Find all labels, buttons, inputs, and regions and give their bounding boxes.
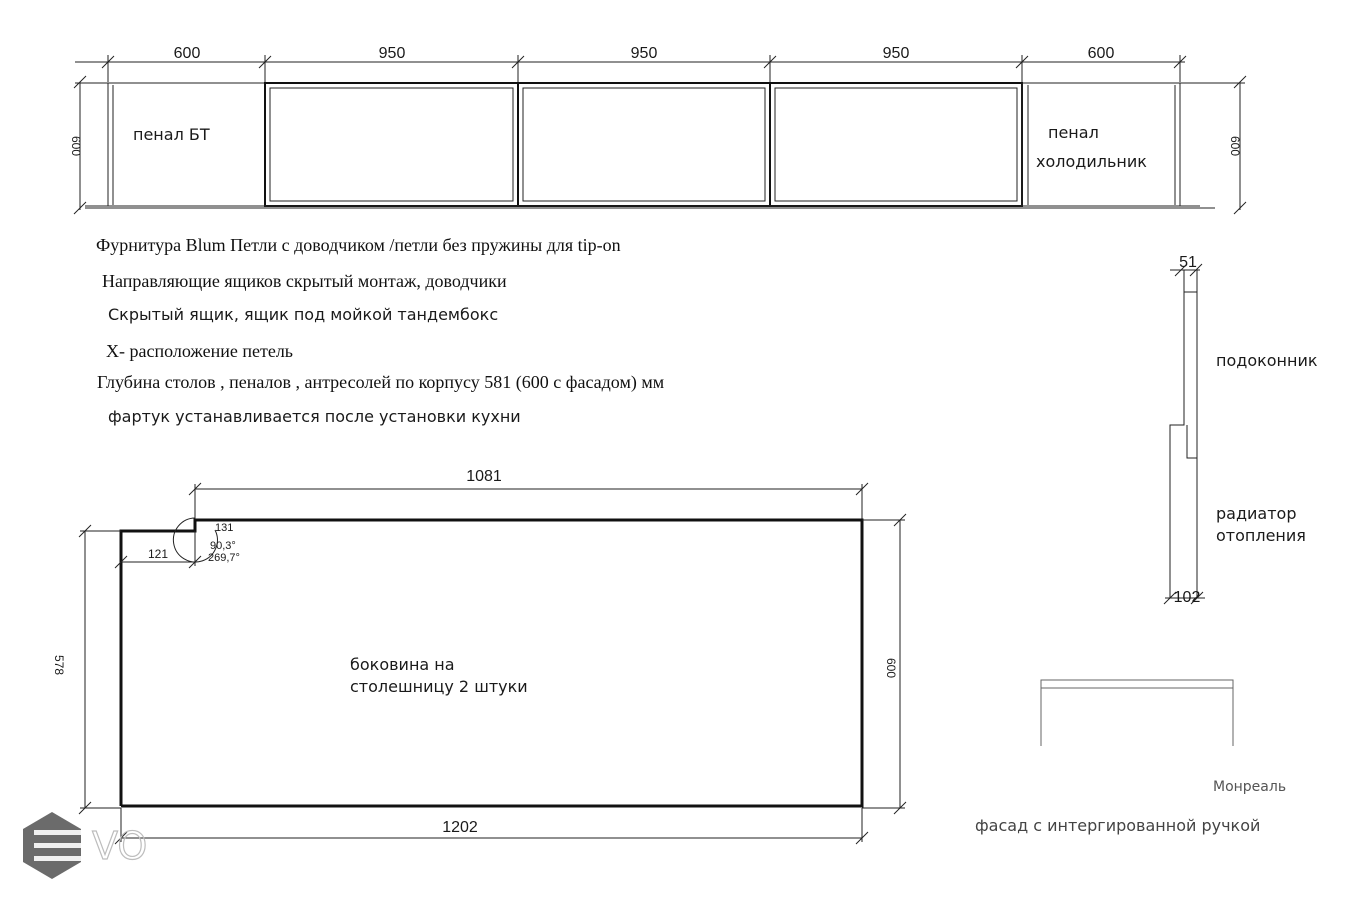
note-hinge-position: Х- расположение петель <box>106 341 294 361</box>
section-dim-bottom: 102 <box>1173 589 1201 606</box>
dim-right-height: 600 <box>884 657 898 679</box>
section-dim-top: 51 <box>1179 254 1197 271</box>
label-fridge-cabinet-2: холодильник <box>1036 152 1147 171</box>
label-radiator-2: отопления <box>1216 526 1306 545</box>
facade-model: Монреаль <box>1213 779 1287 795</box>
note-backsplash: фартук устанавливается после установки кухни <box>108 407 521 426</box>
width-dim-2: 950 <box>378 45 406 62</box>
note-hidden-drawer: Скрытый ящик, ящик под мойкой тандембокс <box>108 305 499 324</box>
dim-bottom-width: 1202 <box>442 819 478 836</box>
label-radiator-1: радиатор <box>1216 504 1297 523</box>
width-dim-3: 950 <box>630 45 658 62</box>
dim-cut-small: 131 <box>215 522 234 534</box>
panel-label-2: столешницу 2 штуки <box>350 677 528 696</box>
facade-caption: фасад с интергированной ручкой <box>975 816 1261 835</box>
height-dim-right: 600 <box>1228 135 1242 157</box>
height-dim-left: 600 <box>69 135 83 157</box>
evo-logo <box>23 812 147 879</box>
dim-top-width: 1081 <box>466 468 502 485</box>
facade-profile <box>975 680 1286 835</box>
label-window-sill: подоконник <box>1216 351 1318 370</box>
angle-2: 269,7° <box>208 552 240 564</box>
panel-label-1: боковина на <box>350 655 455 674</box>
width-dim-4: 950 <box>882 45 910 62</box>
notes-block <box>96 235 664 426</box>
label-fridge-cabinet-1: пенал <box>1048 123 1099 142</box>
angle-1: 90,3° <box>210 540 236 552</box>
kitchen-elevation <box>69 45 1246 214</box>
logo-text: VO <box>92 824 148 868</box>
note-depth: Глубина столов , пеналов , антресолей по корпусу 581 (600 с фасадом) мм <box>97 372 665 392</box>
side-panel-drawing <box>52 468 906 844</box>
sill-radiator-section <box>1164 254 1318 606</box>
width-dim-5: 600 <box>1087 45 1115 62</box>
width-dim-1: 600 <box>173 45 201 62</box>
note-hardware: Фурнитура Blum Петли с доводчиком /петли без пружины для tip-on <box>96 235 621 255</box>
dim-left-height: 578 <box>52 654 66 676</box>
dim-cut-width: 121 <box>147 547 169 561</box>
label-oven-cabinet: пенал БТ <box>133 125 210 144</box>
note-drawer-runners: Направляющие ящиков скрытый монтаж, доводчики <box>102 271 507 291</box>
